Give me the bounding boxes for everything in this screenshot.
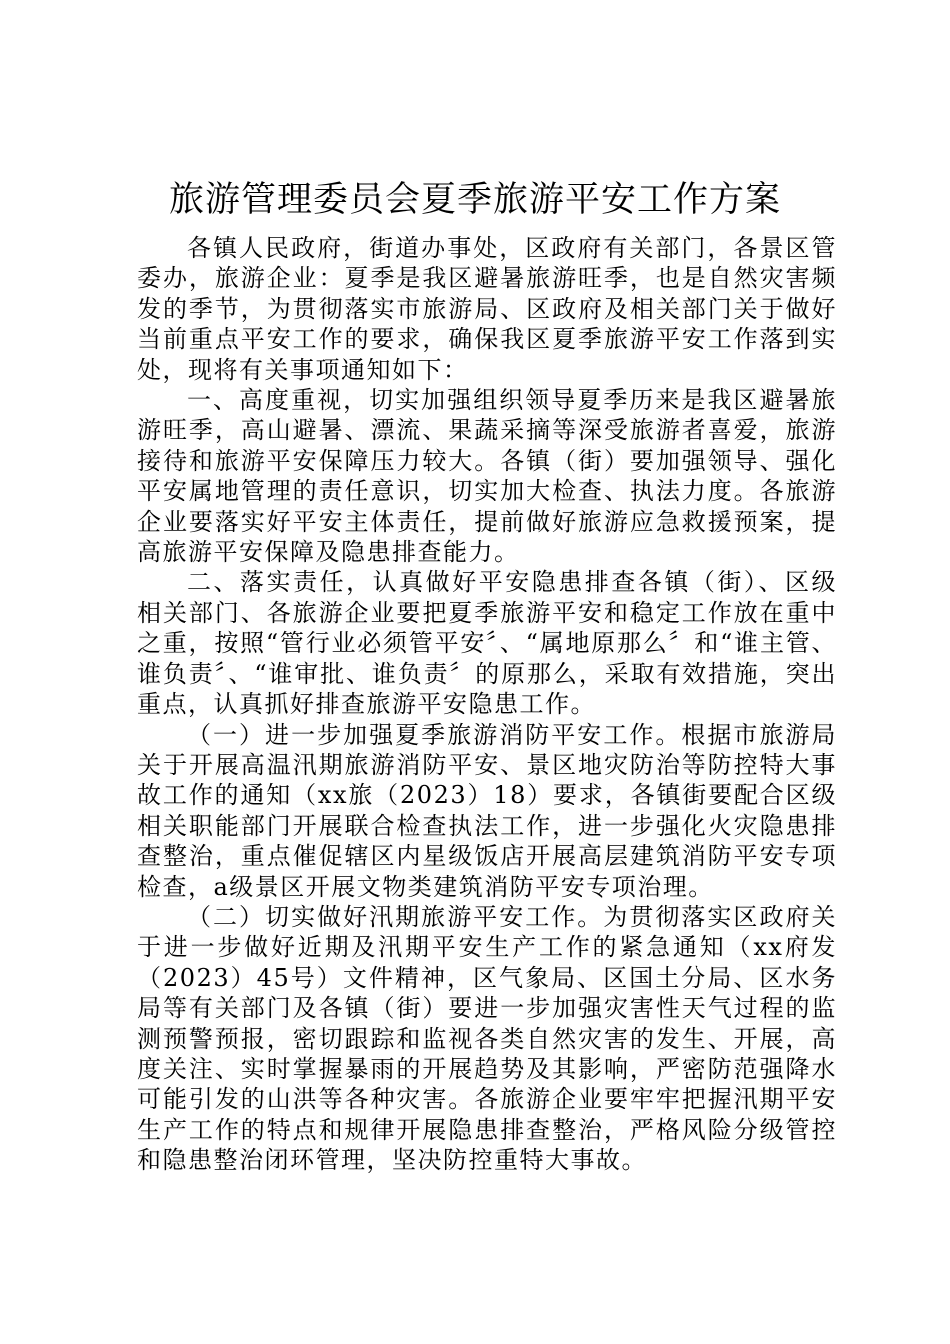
document-title: 旅游管理委员会夏季旅游平安工作方案 bbox=[168, 180, 781, 220]
paragraph-intro: 各镇人民政府，街道办事处，区政府有关部门，各景区管委办，旅游企业：夏季是我区避暑旅游旺季，也是自然灾害频发的季节，为贯彻落实市旅游局、区政府及相关部门关于做好当前重点平安工作的要求，确保我区夏季旅游平安工作落到实处，现将有关事项通知如下： bbox=[137, 234, 837, 384]
paragraph-subsection-two: （二）切实做好汛期旅游平安工作。为贯彻落实区政府关于进一步做好近期及汛期平安生产工作的紧急通知（xx府发（2023）45号）文件精神，区气象局、区国土分局、区水务局等有关部门及各镇（街）要进一步加强灾害性天气过程的监测预警预报，密切跟踪和监视各类自然灾害的发生、开展，高度关注、实时掌握暴雨的开展趋势及其影响，严密防范强降水可能引发的山洪等各种灾害。各旅游企业要牢牢把握汛期平安生产工作的特点和规律开展隐患排查整治，严格风险分级管控和隐患整治闭环管理，坚决防控重特大事故。 bbox=[137, 902, 837, 1175]
paragraph-subsection-one: （一）进一步加强夏季旅游消防平安工作。根据市旅游局关于开展高温汛期旅游消防平安、景区地灾防治等防控特大事故工作的通知（xx旅（2023）18）要求，各镇街要配合区级相关职能部门开展联合检查执法工作，进一步强化火灾隐患排查整治，重点催促辖区内星级饭店开展高层建筑消防平安专项检查，a级景区开展文物类建筑消防平安专项治理。 bbox=[137, 720, 837, 901]
document-body bbox=[137, 233, 837, 1176]
paragraph-section-two: 二、落实责任，认真做好平安隐患排查各镇（街）、区级相关部门、各旅游企业要把夏季旅游平安和稳定工作放在重中之重，按照“管行业必须管平安〞、“属地原那么〞和“谁主管、谁负责〞、“谁审批、谁负责〞的原那么，采取有效措施，突出重点，认真抓好排查旅游平安隐患工作。 bbox=[137, 568, 837, 719]
paragraph-section-one: 一、高度重视，切实加强组织领导夏季历来是我区避暑旅游旺季，高山避暑、漂流、果蔬采摘等深受旅游者喜爱，旅游接待和旅游平安保障压力较大。各镇（街）要加强领导、强化平安属地管理的责任意识，切实加大检查、执法力度。各旅游企业要落实好平安主体责任，提前做好旅游应急救援预案，提高旅游平安保障及隐患排查能力。 bbox=[137, 386, 837, 567]
